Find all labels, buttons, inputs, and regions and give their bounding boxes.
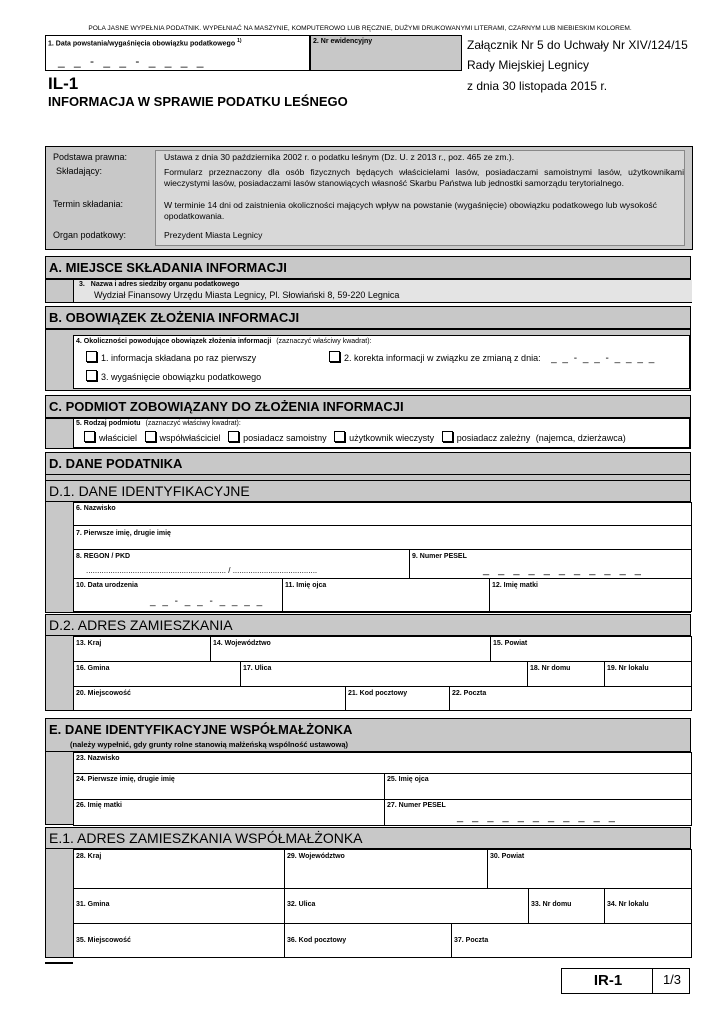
field-26-box[interactable] [73,799,385,826]
field-22-label: 22. Poczta [452,690,487,697]
section-c-body [45,418,691,449]
field-33-label: 33. Nr domu [531,901,572,908]
field-24-box[interactable] [73,773,385,800]
field-37-label: 37. Poczta [454,937,489,944]
field-15-label: 15. Powiat [493,640,528,647]
field-32-box[interactable] [284,888,529,924]
submitter-label: Składający: [56,166,103,176]
field-34-box[interactable] [604,888,692,924]
section-b-body [45,329,691,391]
field-12-label: 12. Imię matki [492,582,538,589]
field-18-box[interactable] [527,661,605,687]
field-36-box[interactable] [284,923,452,958]
field-2-label: 2. Nr ewidencyjny [313,38,373,45]
option-coowner-label: współwłaściciel [159,433,221,443]
field-31-label: 31. Gmina [76,901,110,908]
checkbox-correction[interactable] [329,351,340,362]
field-25-label: 25. Imię ojca [387,776,429,783]
field-4-label: 4. Okoliczności powodujące obowiązek złożenia informacji [76,338,272,345]
field-28-label: 28. Kraj [76,853,102,860]
field-26-label: 26. Imię matki [76,802,122,809]
deadline-label: Termin składania: [53,199,124,209]
field-1-label: 1. Data powstania/wygaśnięcia obowiązku podatkowego [48,40,236,48]
field-23-label: 23. Nazwisko [76,755,120,762]
attachment-line-3: z dnia 30 listopada 2015 r. [467,79,608,93]
field-27-box[interactable] [384,799,692,826]
field-17-label: 17. Ulica [243,665,272,672]
option-independent[interactable] [228,433,327,443]
field-6-label: 6. Nazwisko [76,505,116,512]
field-10-label: 10. Data urodzenia [76,582,138,589]
deadline-value: W terminie 14 dni od zaistnienia okoliczności mających wpływ na powstanie (wygaśnięcie) obowiązku podatkowego lub wysokość opodatkowania. [164,200,657,221]
field-27-placeholder: _ _ _ _ _ _ _ _ _ _ _ [457,811,618,823]
option-dependent[interactable] [442,433,531,443]
field-9-placeholder: _ _ _ _ _ _ _ _ _ _ _ [483,564,644,576]
section-e-body [45,751,691,825]
field-17-box[interactable] [240,661,528,687]
field-10-placeholder: _ _ - _ _ - _ _ _ _ [150,596,265,607]
field-13-label: 13. Kraj [76,640,102,647]
field-33-box[interactable] [528,888,605,924]
field-21-box[interactable] [345,686,450,711]
submitter-value: Formularz przeznaczony dla osób fizycznych będących właścicielami lasów, posiadaczami samoistnymi lasów, użytkownikami wieczystymi lasów, posiadaczami lasów stanowiących własność Skarbu Państwa lub jednostki samorządu terytorialnego. [164,167,684,188]
field-20-label: 20. Miejscowość [76,690,131,697]
field-19-label: 19. Nr lokalu [607,665,649,672]
authority-label: Organ podatkowy: [53,230,127,240]
field-12-box[interactable] [489,578,692,612]
option-perpetual-label: użytkownik wieczysty [349,433,435,443]
field-9-box[interactable] [409,549,692,579]
field-6-box[interactable] [73,502,692,526]
field-28-box[interactable] [73,849,285,889]
field-18-label: 18. Nr domu [530,665,571,672]
option-first-time[interactable] [86,351,256,363]
legal-basis-label: Podstawa prawna: [53,152,128,162]
section-d-title: D. DANE PODATNIKA [45,452,691,475]
option-first-time-label: 1. informacja składana po raz pierwszy [101,353,257,363]
field-20-box[interactable] [73,686,346,711]
field-5-hint: (zaznaczyć właściwy kwadrat): [145,420,241,427]
field-24-label: 24. Pierwsze imię, drugie imię [76,776,175,783]
authority-value: Prezydent Miasta Legnicy [164,230,263,240]
section-d1-body [45,501,691,613]
option-independent-label: posiadacz samoistny [243,433,327,443]
field-5-box [73,419,690,448]
section-a-title: A. MIEJSCE SKŁADANIA INFORMACJI [45,256,691,279]
field-11-box[interactable] [282,578,490,612]
field-25-box[interactable] [384,773,692,800]
field-37-box[interactable] [451,923,692,958]
field-23-box[interactable] [73,752,692,774]
top-notice: POLA JASNE WYPEŁNIA PODATNIK. WYPEŁNIAĆ NA MASZYNIE, KOMPUTEROWO LUB RĘCZNIE, DUŻYMI DRUKOWANYMI LITERAMI, CZARNYM LUB NIEBIESKIM KOLOREM. [88,25,632,32]
checkbox-owner[interactable] [84,431,95,442]
field-29-label: 29. Województwo [287,853,345,860]
field-27-label: 27. Numer PESEL [387,802,446,809]
option-owner[interactable] [84,433,137,443]
field-8-placeholder: ............................................................... / ...................................... [86,566,318,575]
checkbox-expiry[interactable] [86,370,97,381]
field-2-registry-box[interactable] [310,35,462,71]
field-1-date-box[interactable] [45,35,310,71]
option-perpetual[interactable] [334,433,434,443]
field-3-num: 3. [79,281,85,288]
footer-code-box [561,968,653,994]
option-correction[interactable] [329,351,656,364]
field-8-label: 8. REGON / PKD [76,553,131,560]
section-c-title: C. PODMIOT ZOBOWIĄZANY DO ZŁOŻENIA INFORMACJI [45,395,691,418]
footer-code: IR-1 [593,972,623,989]
field-30-box[interactable] [487,849,692,889]
field-7-label: 7. Pierwsze imię, drugie imię [76,530,171,537]
footer-page: 1/3 [662,972,682,987]
field-8-box[interactable] [73,549,410,579]
correction-date-placeholder[interactable]: _ _ - _ _ - _ _ _ _ [551,353,656,364]
field-34-label: 34. Nr lokalu [607,901,649,908]
field-5-label: 5. Rodzaj podmiotu [76,420,141,427]
field-31-box[interactable] [73,888,285,924]
option-dependent-note: (najemca, dzierżawca) [535,433,626,443]
option-dependent-label: posiadacz zależny [456,433,531,443]
field-3-label: Nazwa i adres siedziby organu podatkowego [90,281,240,288]
section-a-body [45,279,691,303]
checkbox-perpetual[interactable] [334,431,345,442]
section-d2-body [45,635,691,711]
section-d2-title: D.2. ADRES ZAMIESZKANIA [45,614,691,636]
option-owner-label: właściciel [99,433,138,443]
footer-page-box [652,968,690,994]
checkbox-dependent[interactable] [442,431,453,442]
form-code: IL-1 [48,74,79,93]
field-1-date-placeholder: _ _ - _ _ - _ _ _ _ [58,54,207,68]
attachment-line-2: Rady Miejskiej Legnicy [467,58,590,72]
info-block [45,146,693,250]
form-title: INFORMACJA W SPRAWIE PODATKU LEŚNEGO [48,94,348,109]
field-10-box[interactable] [73,578,283,612]
checkbox-first-time[interactable] [86,351,97,362]
field-35-box[interactable] [73,923,285,958]
field-7-box[interactable] [73,525,692,550]
section-e-title: E. DANE IDENTYFIKACYJNE WSPÓŁMAŁŻONKA [49,722,353,737]
option-expiry-label: 3. wygaśnięcie obowiązku podatkowego [101,372,262,382]
field-15-box[interactable] [490,636,692,662]
field-19-box[interactable] [604,661,692,687]
field-36-label: 36. Kod pocztowy [287,937,347,944]
field-22-box[interactable] [449,686,692,711]
field-4-hint: (zaznaczyć właściwy kwadrat): [276,338,372,345]
field-11-label: 11. Imię ojca [285,582,327,589]
section-e1-title: E.1. ADRES ZAMIESZKANIA WSPÓŁMAŁŻONKA [45,827,691,849]
field-16-box[interactable] [73,661,241,687]
subject-type-options [84,431,626,443]
attachment-line-1: Załącznik Nr 5 do Uchwały Nr XIV/124/15 [467,38,688,52]
section-b-title: B. OBOWIĄZEK ZŁOŻENIA INFORMACJI [45,306,691,329]
field-14-box[interactable] [210,636,491,662]
field-32-label: 32. Ulica [287,901,316,908]
section-e1-body [45,848,691,958]
section-e-subtitle: (należy wypełnić, gdy grunty rolne stanowią małżeńską wspólność ustawową) [70,740,348,749]
field-4-box [73,335,690,389]
bottom-rule [45,962,73,964]
field-1-footnote: 1) [237,38,242,44]
field-16-label: 16. Gmina [76,665,110,672]
option-correction-label: 2. korekta informacji w związku ze zmianą z dnia: [344,353,541,363]
field-30-label: 30. Powiat [490,853,525,860]
field-14-label: 14. Województwo [213,640,271,647]
field-3-value: Wydział Finansowy Urzędu Miasta Legnicy, Pl. Słowiański 8, 59-220 Legnica [94,290,400,300]
field-9-label: 9. Numer PESEL [412,553,467,560]
legal-basis-value: Ustawa z dnia 30 października 2002 r. o podatku leśnym (Dz. U. z 2013 r., poz. 465 ze zm.). [164,152,515,162]
checkbox-coowner[interactable] [145,431,156,442]
section-d1-title: D.1. DANE IDENTYFIKACYJNE [45,480,691,502]
section-e-header [45,718,691,752]
checkbox-independent[interactable] [228,431,239,442]
option-expiry[interactable] [86,370,261,382]
field-35-label: 35. Miejscowość [76,937,131,944]
field-29-box[interactable] [284,849,488,889]
field-13-box[interactable] [73,636,211,662]
field-3-box [73,280,692,303]
option-coowner[interactable] [145,433,221,443]
field-21-label: 21. Kod pocztowy [348,690,408,697]
